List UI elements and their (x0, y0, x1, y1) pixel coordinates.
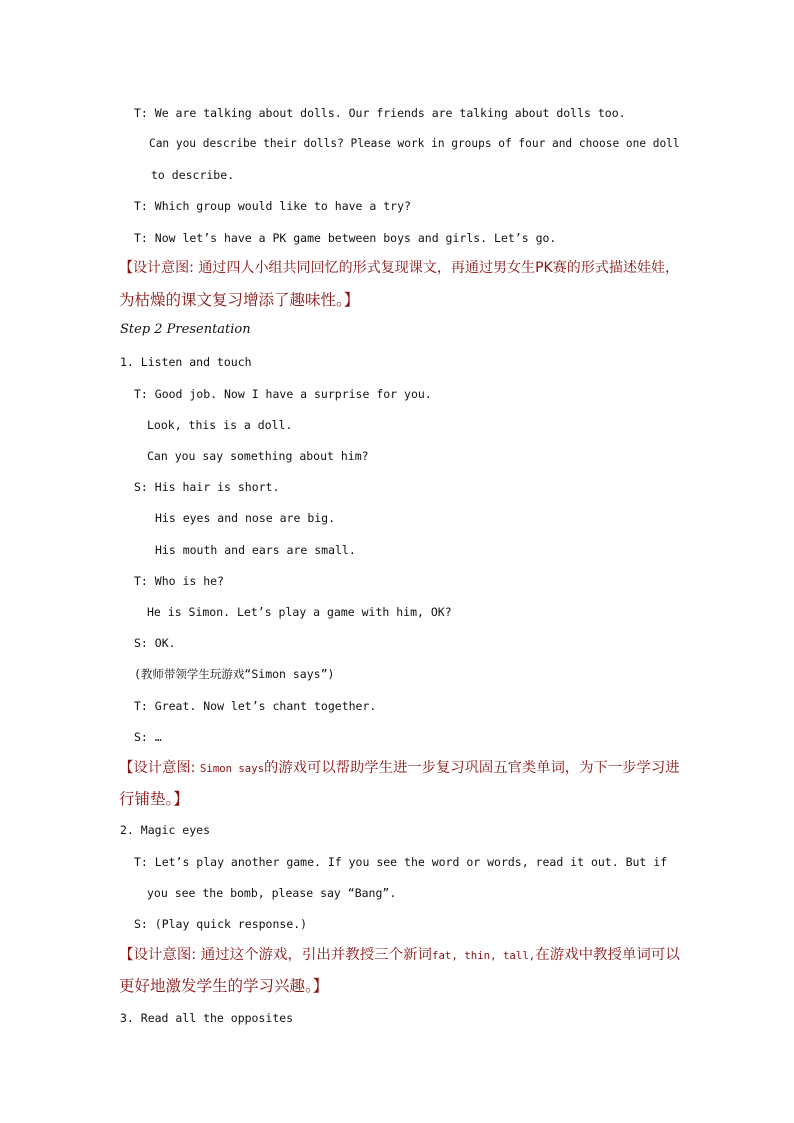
dialogue-line: T: We are talking about dolls. Our friends are talking about dolls too. (134, 106, 626, 120)
design-note-prefix: 【设计意图: 通过这个游戏，引出并教授三个新词 (119, 947, 432, 963)
dialogue-line: Can you describe their dolls? Please work in groups of four and choose one doll (149, 137, 680, 150)
design-note: 行铺垫。】 (119, 790, 189, 808)
design-note-keyword: fat, thin, tall, (431, 949, 536, 962)
dialogue-line: S: (Play quick response.) (134, 917, 308, 931)
dialogue-line: T: Which group would like to have a try? (134, 199, 411, 213)
design-note-prefix: 【设计意图: (119, 760, 201, 776)
dialogue-line: T: Good job. Now I have a surprise for you. (134, 387, 432, 401)
dialogue-line: you see the bomb, please say “Bang”. (147, 886, 397, 900)
step-heading: Step 2 Presentation (120, 322, 251, 337)
design-note (119, 944, 680, 967)
design-note-text: 的游戏可以帮助学生进一步复习巩固五官类单词，为下一步学习进 (264, 760, 680, 776)
dialogue-line: T: Now let’s have a PK game between boys and girls. Let’s go. (134, 231, 557, 245)
design-note: 更好地激发学生的学习兴趣。】 (119, 977, 329, 995)
design-note-keyword: Simon says (200, 762, 264, 775)
dialogue-line: Can you say something about him? (147, 449, 369, 463)
dialogue-line: S: OK. (134, 636, 176, 650)
section-heading: 3. Read all the opposites (120, 1011, 294, 1025)
dialogue-line: He is Simon. Let’s play a game with him, OK? (147, 605, 452, 619)
dialogue-line: to describe. (151, 168, 235, 182)
dialogue-line: S: His hair is short. (134, 480, 280, 494)
dialogue-line: His mouth and ears are small. (155, 543, 356, 557)
dialogue-line: T: Who is he? (134, 574, 225, 588)
dialogue-line: T: Let’s play another game. If you see the word or words, read it out. But if (134, 855, 668, 869)
activity-note: (教师带领学生玩游戏“Simon says”) (134, 667, 335, 681)
design-note: 【设计意图: 通过四人小组共同回忆的形式复现课文，再通过男女生PK赛的形式描述娃娃， (119, 260, 680, 276)
section-heading: 2. Magic eyes (120, 823, 211, 837)
design-note (119, 757, 680, 780)
design-note-text: 在游戏中教授单词可以 (535, 947, 680, 963)
dialogue-line: T: Great. Now let’s chant together. (134, 699, 377, 713)
dialogue-line: Look, this is a doll. (147, 418, 293, 432)
dialogue-line: His eyes and nose are big. (155, 511, 336, 525)
section-heading: 1. Listen and touch (120, 355, 252, 369)
dialogue-line: S: … (134, 730, 162, 744)
design-note: 为枯燥的课文复习增添了趣味性。】 (119, 291, 360, 309)
